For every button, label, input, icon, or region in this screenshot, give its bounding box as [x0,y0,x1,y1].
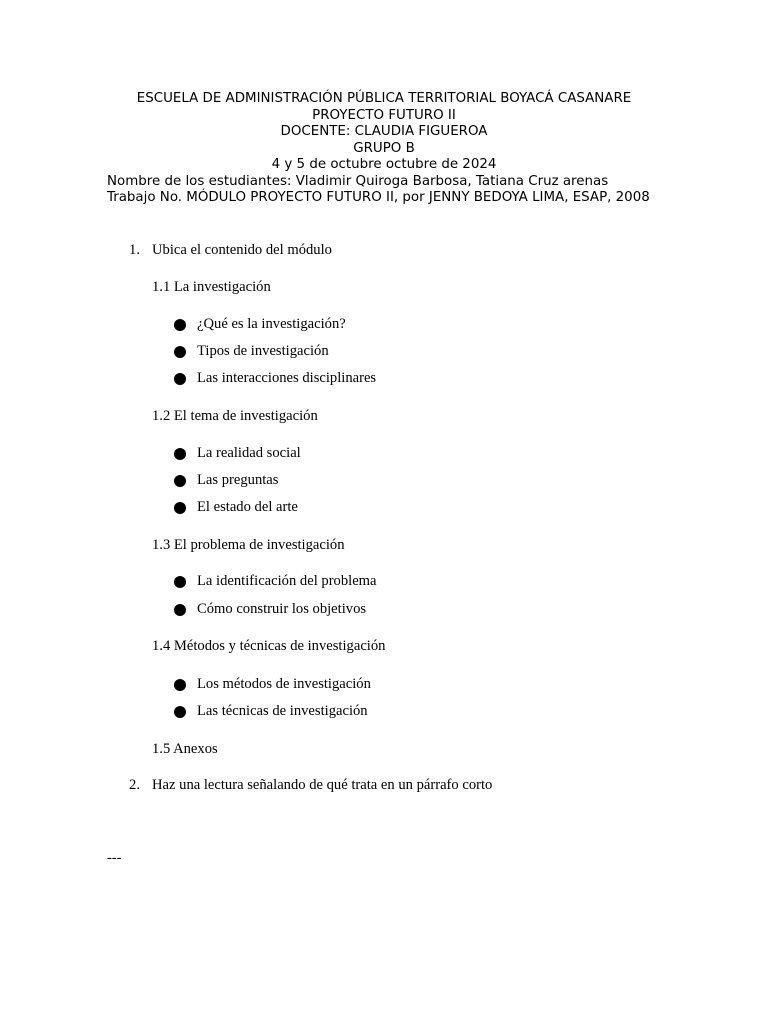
list-item-text: Haz una lectura señalando de qué trata en un párrafo corto [152,777,493,793]
bullet-icon [174,706,186,718]
bullet-icon [174,373,186,385]
bullet-item: Las técnicas de investigación [197,703,368,719]
bullet-icon [174,475,186,487]
list-item-text: Ubica el contenido del módulo [152,242,332,258]
document-header [107,91,661,207]
bullet-item: Las interacciones disciplinares [197,370,377,386]
students-line: Nombre de los estudiantes: Vladimir Quiroga Barbosa, Tatiana Cruz arenas [107,173,609,189]
school-name: ESCUELA DE ADMINISTRACIÓN PÚBLICA TERRITORIAL BOYACÁ CASANARE [136,91,632,106]
bullet-icon [174,576,186,588]
bullet-item: La realidad social [197,445,301,461]
course-name: PROYECTO FUTURO II [312,107,456,123]
bullet-item: Los métodos de investigación [197,676,371,692]
work-line: Trabajo No. MÓDULO PROYECTO FUTURO II, por JENNY BEDOYA LIMA, ESAP, 2008 [107,190,650,205]
subsection-title: 1.2 El tema de investigación [152,408,318,424]
bullet-item: Tipos de investigación [197,343,329,359]
subsection-title: 1.5 Anexos [152,741,218,757]
bullet-icon [174,604,186,616]
subsection-title: 1.3 El problema de investigación [152,537,345,553]
end-mark: --- [107,850,122,866]
list-item-number: 2. [129,777,140,793]
subsection-title: 1.1 La investigación [152,279,271,295]
bullet-item: La identificación del problema [197,573,377,589]
bullet-icon [174,346,186,358]
group-name: GRUPO B [353,140,415,156]
bullet-icon [174,502,186,514]
bullet-icon [174,448,186,460]
bullet-icon [174,679,186,691]
bullet-icon [174,319,186,331]
bullet-item: ¿Qué es la investigación? [197,316,346,332]
bullet-item: Cómo construir los objetivos [197,601,367,617]
document-date: 4 y 5 de octubre octubre de 2024 [271,157,497,172]
list-item-number: 1. [129,242,140,258]
bullet-item: Las preguntas [197,472,279,488]
subsection-title: 1.4 Métodos y técnicas de investigación [152,638,386,654]
teacher-name: DOCENTE: CLAUDIA FIGUEROA [280,124,488,139]
bullet-item: El estado del arte [197,499,298,515]
